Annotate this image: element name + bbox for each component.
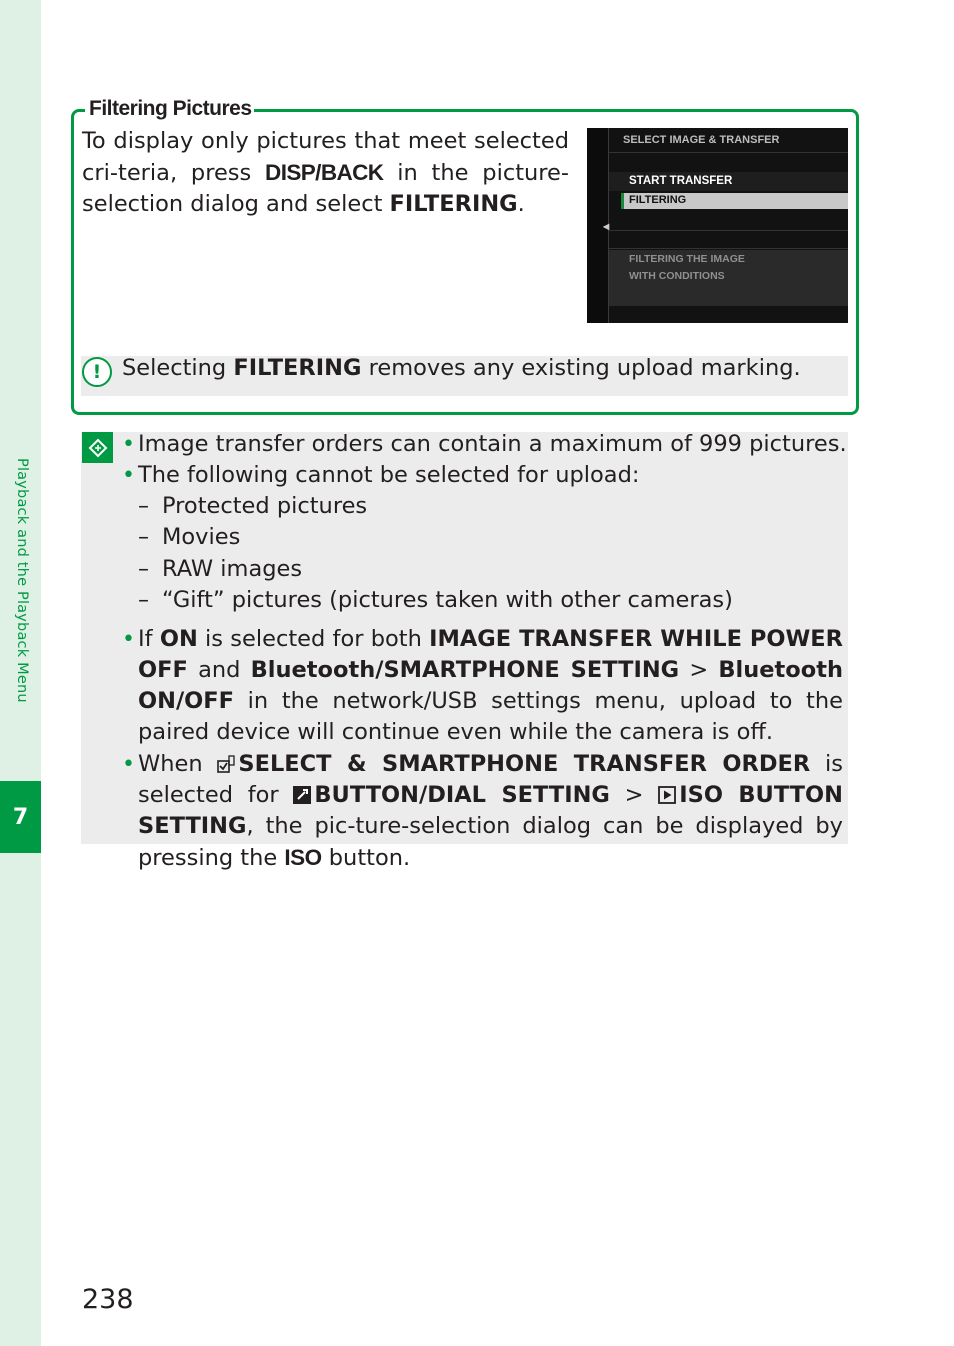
dash-item-movies: Movies — [162, 524, 241, 550]
left-arrow-icon: ◀ — [603, 222, 610, 231]
dash-item-gift: “Gift” pictures (pictures taken with other cameras) — [162, 587, 733, 613]
note-icon — [82, 432, 113, 463]
disp-back-button-label: DISP/BACK — [265, 160, 384, 185]
setup-wrench-icon — [293, 786, 311, 804]
chapter-tab: 7 — [0, 781, 41, 853]
dash-item-raw: RAW images — [162, 556, 303, 582]
filtering-title: Filtering Pictures — [85, 97, 254, 121]
camera-screen-description-line1: FILTERING THE IMAGE — [629, 253, 745, 265]
note-bullet-1: Image transfer orders can contain a maximum of 999 pictures. — [138, 431, 847, 457]
menu-item-filtering[interactable]: FILTERING — [629, 194, 687, 206]
note-bullet-4: When SELECT & SMARTPHONE TRANSFER ORDER is selected for BUTTON/DIAL SETTING > ISO BUTTON SETTING, the pic-ture-selection dialog can be displayed by pressing the ISO button. — [138, 751, 843, 871]
menu-item-start-transfer[interactable]: START TRANSFER — [629, 175, 733, 187]
section-label: Playback and the Playback Menu — [14, 458, 30, 703]
dash-item-protected: Protected pictures — [162, 493, 368, 519]
iso-button-label: ISO — [284, 845, 322, 870]
note-bullet-3: If ON is selected for both IMAGE TRANSFER WHILE POWER OFF and Bluetooth/SMARTPHONE SETTING > Bluetooth ON/OFF in the network/USB settings menu, upload to the paired device will continue even while the camera is off. — [138, 626, 844, 745]
filtering-text: To display only pictures that meet selected cri-teria, press DISP/BACK in the picture-selection dialog and select FILTERING. — [82, 128, 569, 217]
page-number: 238 — [82, 1284, 134, 1315]
caution-text: Selecting FILTERING removes any existing upload marking. — [122, 355, 801, 381]
caution-icon: ! — [82, 357, 112, 387]
note-bullet-2: The following cannot be selected for upload: — [138, 462, 640, 488]
camera-screen — [587, 128, 848, 323]
playback-icon — [658, 786, 676, 804]
camera-screen-header: SELECT IMAGE & TRANSFER — [623, 134, 780, 146]
camera-screen-description-line2: WITH CONDITIONS — [629, 270, 725, 282]
smartphone-transfer-icon — [217, 755, 235, 773]
